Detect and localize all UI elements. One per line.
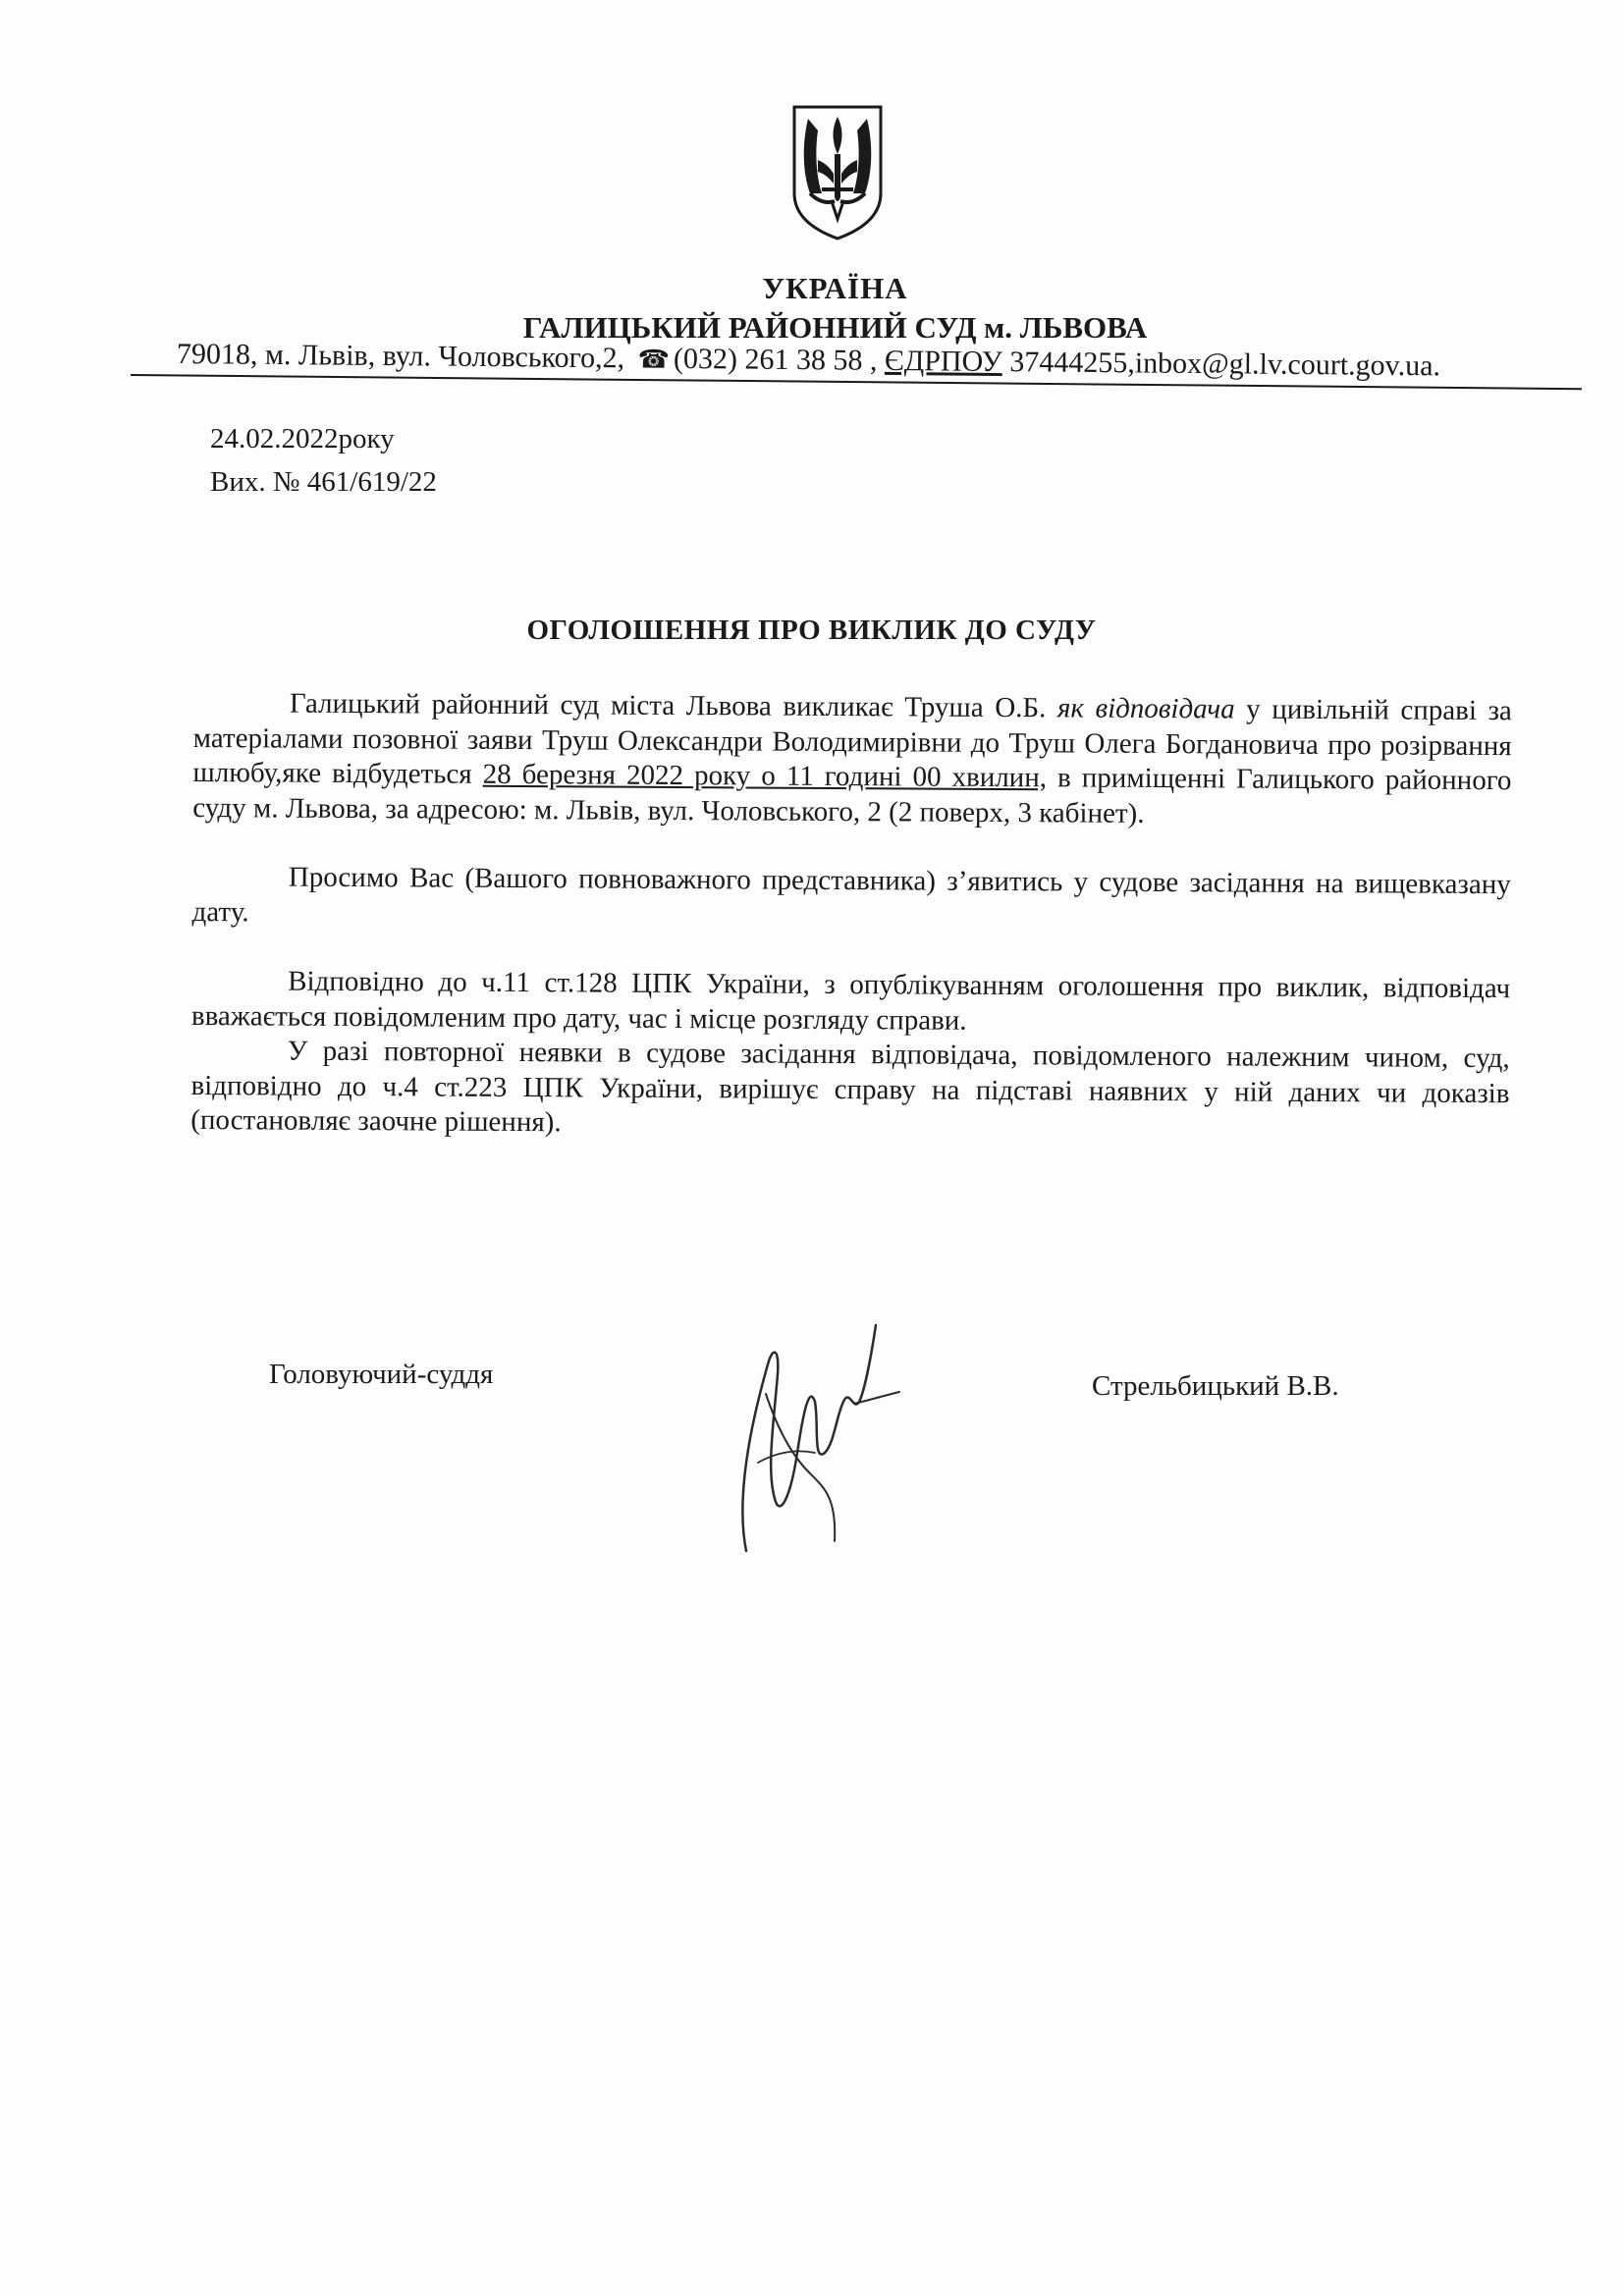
document-meta — [210, 417, 437, 504]
paragraph-notice: Відповідно до ч.11 ст.128 ЦПК України, з опублікуванням оголошення про виклик, відповідач вважається повідомленим про дату, час і місце розгляду справи. — [190, 965, 1511, 1037]
signature-position: Головуючий-суддя — [269, 1359, 494, 1390]
header-court-name: ГАЛИЦЬКИЙ РАЙОННИЙ СУД м. ЛЬВОВА — [522, 310, 1148, 345]
handwritten-signature — [707, 1306, 913, 1571]
paragraph-default: У разі повторної неявки в судове засідання відповідача, повідомленого належним чином, суд, відповідно до ч.4 ст.223 ЦПК України, вирішує справу на підставі наявних у ній даних чи доказів (постановляє заочне рішення). — [190, 1035, 1510, 1139]
document-date: 24.02.2022року — [210, 423, 395, 454]
header-address: 79018, м. Львів, вул. Чоловського,2, — [176, 338, 625, 375]
summons-text-1: Галицький районний суд міста Львова викликає Труша О.Б. — [289, 687, 1058, 724]
header-edrpou-email: 37444255,inbox@gl.lv.court.gov.ua. — [1009, 346, 1441, 383]
outgoing-number: Вих. № 461/619/22 — [210, 466, 437, 498]
document-body — [190, 686, 1512, 1147]
hearing-datetime: 28 березня 2022 року о 11 годині 00 хвилин, — [482, 758, 1048, 794]
header-edrpou-label: ЄДРПОУ — [884, 344, 1002, 379]
summons-text-3: в приміщенні Галицького районного суду м. Львова, за адресою: м. Львів, вул. Чоловського, 2 (2 поверх, 3 кабінет). — [192, 762, 1512, 829]
header-country: УКРАЇНА — [762, 271, 908, 305]
trident-emblem-icon — [788, 103, 887, 242]
paragraph-summons — [192, 686, 1512, 833]
judge-name: Стрельбицький В.В. — [1092, 1370, 1339, 1402]
summons-text-2: у цивільній справі за матеріалами позовної заяви Труш Олександри Володимирівни до Труш Олега Богдановича про розірвання шлюбу,яке відбудеться — [192, 693, 1512, 790]
telephone-icon: ☎ — [637, 345, 671, 374]
summons-role: як відповідача — [1056, 692, 1235, 725]
document-title: ОГОЛОШЕННЯ ПРО ВИКЛИК ДО СУДУ — [526, 614, 1097, 646]
header-phone: (032) 261 38 58 , — [673, 342, 878, 377]
paragraph-request: Просимо Вас (Вашого повноважного представника) з’явитись у судове засідання на вищевказану дату. — [191, 861, 1511, 928]
